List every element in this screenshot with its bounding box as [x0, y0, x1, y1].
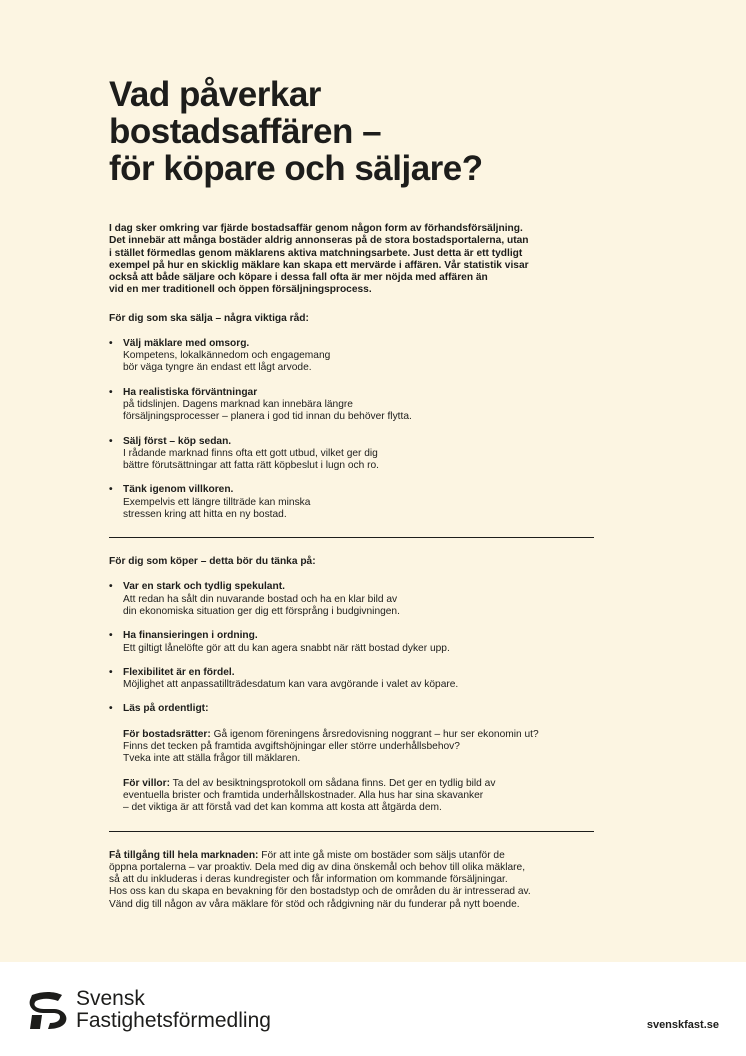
article [109, 76, 594, 911]
svensk-fastighetsformedling-logo-icon [28, 989, 70, 1031]
list-item: • Sälj först – köp sedan. I rådande marknad finns ofta ett gott utbud, vilket ger dig bättre förutsättningar att fatta rätt köpbeslut i lugn och ro. [109, 435, 379, 472]
brand-logo [28, 988, 271, 1032]
list-item: • Flexibilitet är en fördel. Möjlighet att anpassatillträdesdatum kan vara avgörande i valet av köpare. [109, 666, 459, 691]
page-title: Vad påverkar bostadsaffären – för köpare och säljare? [109, 75, 483, 188]
list-item: • Läs på ordentligt: [109, 703, 209, 715]
list-item: • Ha finansieringen i ordning. Ett giltigt lånelöfte gör att du kan agera snabbt när rätt bostad dyker upp. [109, 630, 450, 654]
website-link[interactable]: svenskfast.se [646, 1019, 719, 1031]
divider [109, 537, 594, 538]
divider [109, 831, 594, 832]
logo-text-line2: Fastighetsförmedling [76, 1009, 271, 1032]
sellers-heading: För dig som ska sälja – några viktiga råd: [109, 312, 309, 324]
list-item: • Var en stark och tydlig spekulant. Att redan ha sålt din nuvarande bostad och ha en klar bild av din ekonomiska situation ger dig ett försprång i budgivningen. [109, 581, 400, 617]
sellers-list [109, 338, 594, 522]
buyers-list [109, 581, 594, 715]
intro-paragraph: I dag sker omkring var fjärde bostadsaffär genom någon form av förhandsförsäljning. Det innebär att många bostäder aldrig annonseras på de stora bostadsportalerna, utan i stället förmedlas genom mäklarens aktiva matchningsarbete. Just detta är ett tydligt exempel på hur en skicklig mäklare kan skapa ett mervärde i affären. Vår statistik visar också att både säljare och köpare i dessa fall ofta är mer nöjda med affären än vid en mer traditionell och öppen försäljningsprocess. [109, 223, 529, 296]
logo-text-line1: Svensk [76, 987, 145, 1010]
list-item: • Ha realistiska förväntningar på tidslinjen. Dagens marknad kan innebära längre försäljningsprocesser – planera i god tid innan du behöver flytta. [109, 386, 412, 423]
villa-advice: För villor: Ta del av besiktningsprotokoll om sådana finns. Det ger en tydlig bild av eventuella brister och framtida underhållskostnader. Alla hus har sina skavanker – det viktiga är att förstå vad det kan komma att kosta att åtgärda dem. [123, 777, 496, 814]
list-item: • Tänk igenom villkoren. Exempelvis ett längre tillträde kan minska stressen kring att hitta en ny bostad. [109, 484, 311, 521]
closing-paragraph: Få tillgång till hela marknaden: För att inte gå miste om bostäder som säljs utanför de öppna portalerna – var proaktiv. Dela med dig av dina önskemål och behov till olika mäklare, så att du inkluderas i deras kundregister och får information om kommande försäljningar. Hos oss kan du skapa en bevakning för den bostadstyp och de områden du är intresserad av. Vänd dig till någon av våra mäklare för stöd och rådgivning när du funderar på nytt boende. [109, 849, 531, 910]
buyers-heading: För dig som köper – detta bör du tänka på: [109, 556, 316, 568]
condo-advice: För bostadsrätter: Gå igenom föreningens årsredovisning noggrant – hur ser ekonomin ut? Finns det tecken på framtida avgiftshöjningar eller större underhållsbehov? Tveka inte att ställa frågor till mäklaren. [123, 728, 539, 765]
list-item: • Välj mäklare med omsorg. Kompetens, lokalkännedom och engagemang bör väga tyngre än endast ett lågt arvode. [109, 337, 331, 374]
